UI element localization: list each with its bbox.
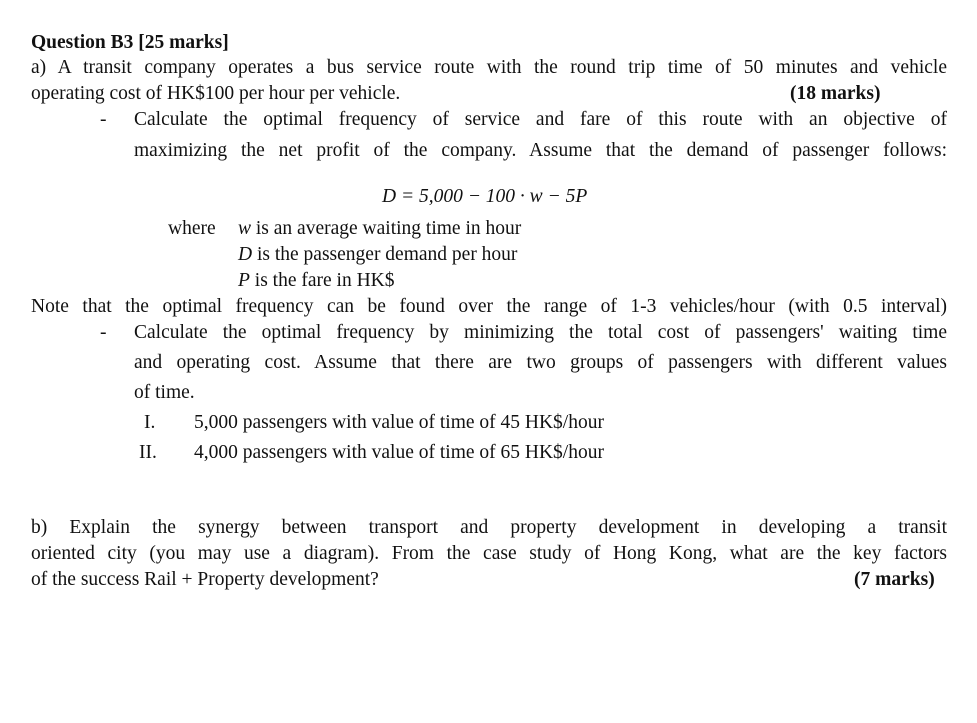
group-1-number: I.	[144, 412, 156, 433]
where-definition-p	[238, 268, 395, 294]
frequency-note: Note that the optimal frequency can be found over the range of 1-3 vehicles/hour (with 0.5 interval)	[31, 296, 947, 317]
definition-w: is an average waiting time in hour	[255, 218, 522, 239]
part-b-line-2: oriented city (you may use a diagram). From the case study of Hong Kong, what are the key factors	[31, 543, 947, 564]
bullet-2-line-3: of time.	[134, 382, 195, 403]
group-1-text: 5,000 passengers with value of time of 45 HK$/hour	[194, 412, 604, 433]
part-a-intro-line-2: operating cost of HK$100 per hour per vehicle.	[31, 83, 401, 104]
where-definition-w	[238, 216, 521, 242]
bullet-1-line-2: maximizing the net profit of the company. Assume that the demand of passenger follows:	[134, 140, 947, 161]
where-word: where	[168, 218, 216, 239]
bullet-1-dash: -	[100, 109, 107, 130]
definition-p: is the fare in HK$	[254, 270, 395, 291]
variable-w: w	[238, 218, 252, 239]
part-b-marks: (7 marks)	[854, 569, 935, 590]
part-b-line-1: b) Explain the synergy between transport and property development in developing a transit	[31, 517, 947, 538]
where-definition-d	[238, 242, 517, 268]
variable-d: D	[238, 244, 253, 265]
group-2-text: 4,000 passengers with value of time of 65 HK$/hour	[194, 442, 604, 463]
demand-formula: D = 5,000 − 100 · w − 5P	[382, 186, 588, 207]
part-b-line-3: of the success Rail + Property development?	[31, 569, 379, 590]
question-heading: Question B3 [25 marks]	[31, 32, 229, 53]
part-a-intro-line-1: a) A transit company operates a bus service route with the round trip time of 50 minutes and vehicle	[31, 57, 947, 78]
bullet-2-line-1: Calculate the optimal frequency by minimizing the total cost of passengers' waiting time	[134, 322, 947, 343]
bullet-2-dash: -	[100, 322, 107, 343]
bullet-2-line-2: and operating cost. Assume that there are two groups of passengers with different values	[134, 352, 947, 373]
group-2-number: II.	[139, 442, 157, 463]
bullet-1-line-1: Calculate the optimal frequency of service and fare of this route with an objective of	[134, 109, 947, 130]
variable-p: P	[238, 270, 250, 291]
part-a-marks: (18 marks)	[790, 83, 881, 104]
definition-d: is the passenger demand per hour	[256, 244, 518, 265]
